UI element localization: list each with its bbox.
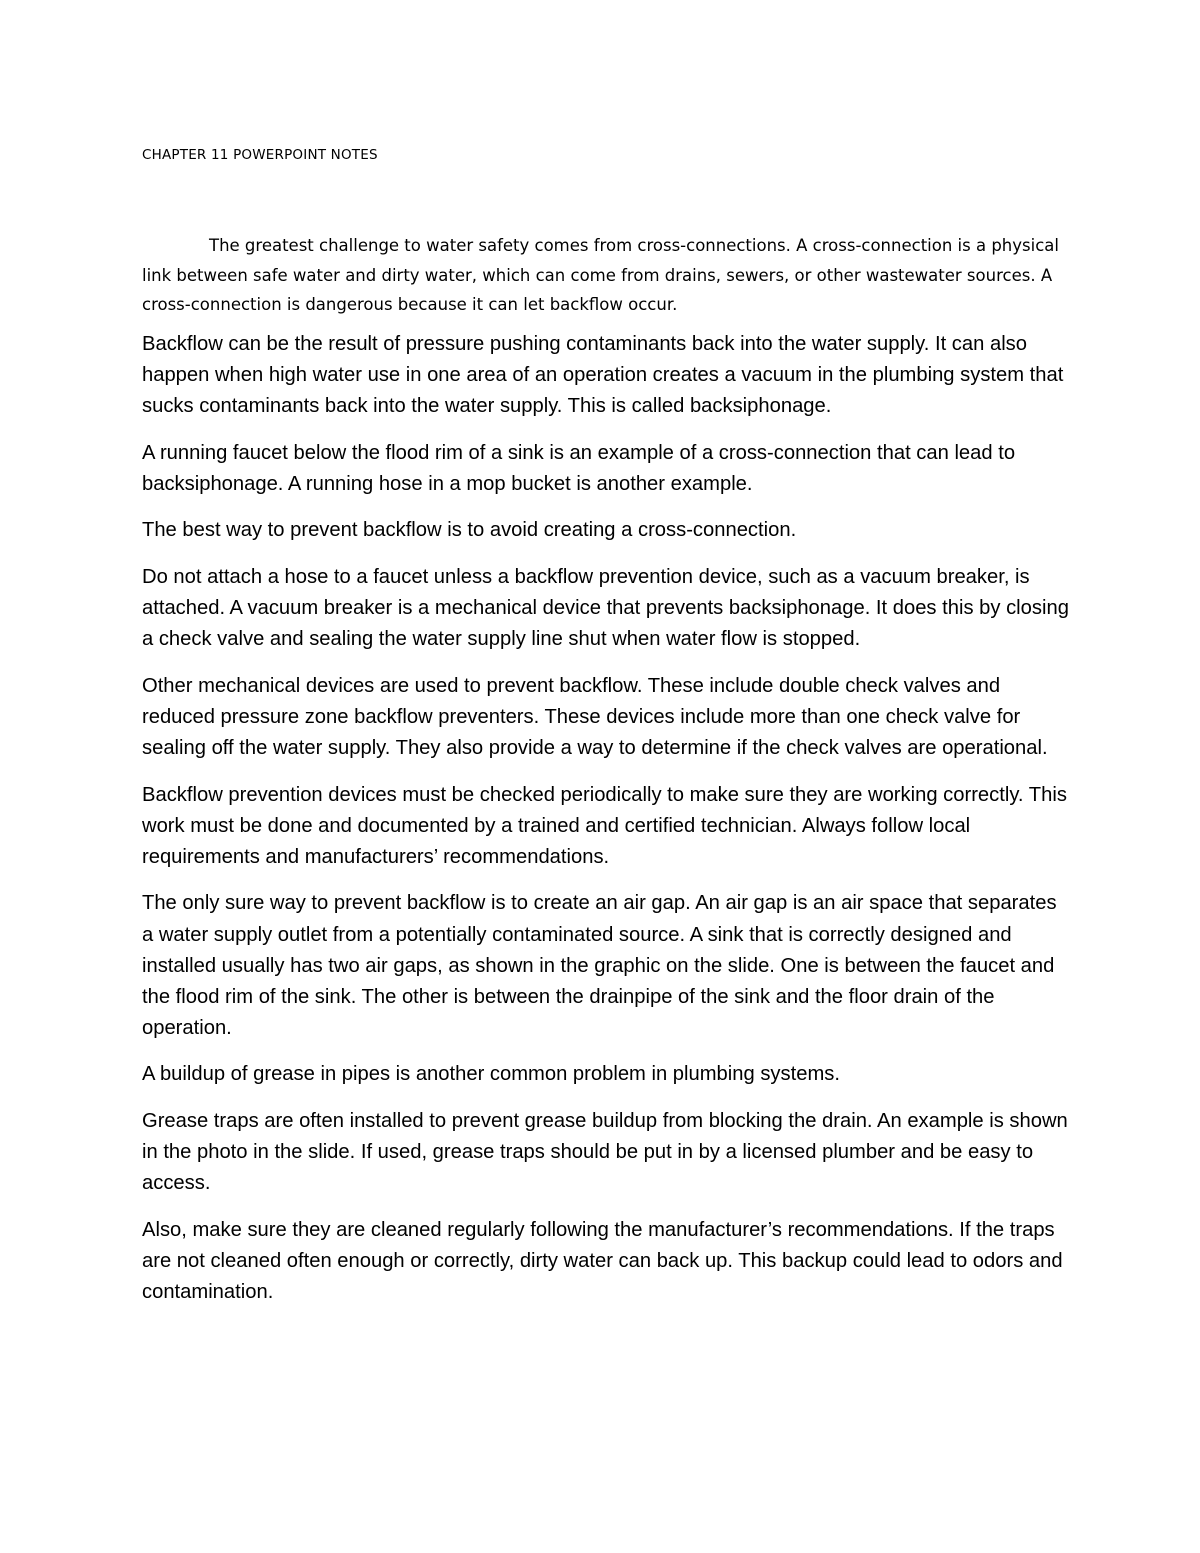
intro-paragraph: The greatest challenge to water safety comes from cross-connections. A cross-connection is a physical link between safe water and dirty water, which can come from drains, sewers, or other wastewater sources. A cross-connection is dangerous because it can let backflow occur.	[142, 236, 1059, 314]
paragraph-cleaning: Also, make sure they are cleaned regularly following the manufacturer’s recommendations. If the traps are not cleaned often enough or correctly, dirty water can back up. This backup could lead to odors and contamination.	[142, 1218, 1063, 1303]
paragraph-device-checks: Backflow prevention devices must be checked periodically to make sure they are working correctly. This work must be done and documented by a trained and certified technician. Always follow local requirements and manufacturers’ recommendations.	[142, 783, 1067, 868]
body-text	[142, 329, 1072, 1324]
paragraph-vacuum-breaker: Do not attach a hose to a faucet unless a backflow prevention device, such as a vacuum breaker, is attached. A vacuum breaker is a mechanical device that prevents backsiphonage. It does this by closing a check valve and sealing the water supply line shut when water flow is stopped.	[142, 566, 1069, 651]
paragraph-prevent-backflow: The best way to prevent backflow is to avoid creating a cross-connection.	[142, 519, 797, 542]
paragraph-running-faucet: A running faucet below the flood rim of a sink is an example of a cross-connection that can lead to backsiphonage. A running hose in a mop bucket is another example.	[142, 441, 1016, 495]
paragraph-air-gap: The only sure way to prevent backflow is to create an air gap. An air gap is an air space that separates a water supply outlet from a potentially contaminated source. A sink that is correctly designed and installed usually has two air gaps, as shown in the graphic on the slide. One is between the faucet and the flood rim of the sink. The other is between the drainpipe of the sink and the floor drain of the operation.	[142, 892, 1057, 1039]
paragraph-backflow: Backflow can be the result of pressure pushing contaminants back into the water supply. It can also happen when high water use in one area of an operation creates a vacuum in the plumbing system that sucks contaminants back into the water supply. This is called backsiphonage.	[142, 333, 1064, 418]
paragraph-mechanical-devices: Other mechanical devices are used to prevent backflow. These include double check valves and reduced pressure zone backflow preventers. These devices include more than one check valve for sealing off the water supply. They also provide a way to determine if the check valves are operational.	[142, 674, 1048, 760]
paragraph-grease-traps: Grease traps are often installed to prevent grease buildup from blocking the drain. An example is shown in the photo in the slide. If used, grease traps should be put in by a licensed plumber and be easy to access.	[142, 1109, 1068, 1195]
paragraph-grease-buildup: A buildup of grease in pipes is another common problem in plumbing systems.	[142, 1063, 840, 1086]
page-title: CHAPTER 11 POWERPOINT NOTES	[142, 147, 378, 163]
